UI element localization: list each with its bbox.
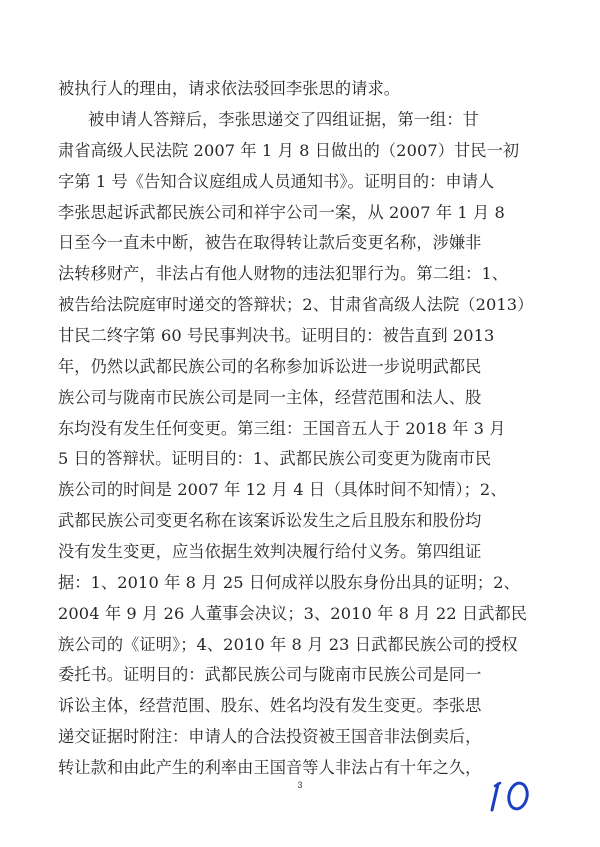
text-line: 递交证据时附注：申请人的合法投资被王国音非法倒卖后， <box>58 727 482 747</box>
text-line: 被申请人答辩后，李张思递交了四组证据，第一组：甘 <box>88 109 479 129</box>
page-number: 3 <box>297 780 303 790</box>
text-line: 诉讼主体，经营范围、股东、姓名均没有发生变更。李张思 <box>58 696 482 716</box>
text-line: 肃省高级人民法院 2007 年 1 月 8 日做出的（2007）甘民一初 <box>58 140 520 160</box>
text-line: 5 日的答辩状。证明目的：1、武都民族公司变更为陇南市民 <box>58 449 492 469</box>
text-line: 族公司的《证明》；4、2010 年 8 月 23 日武都民族公司的授权 <box>58 634 518 654</box>
text-line: 李张思起诉武都民族公司和祥宇公司一案，从 2007 年 1 月 8 <box>58 202 505 222</box>
text-line: 甘民二终字第 60 号民事判决书。证明目的：被告直到 2013 <box>58 325 495 345</box>
text-line: 转让款和由此产生的利率由王国音等人非法占有十年之久， <box>58 758 482 777</box>
text-line: 族公司的时间是 2007 年 12 月 4 日（具体时间不知情）；2、 <box>58 480 507 500</box>
text-line: 被执行人的理由，请求依法驳回李张思的请求。 <box>58 79 401 98</box>
text-line: 武都民族公司变更名称在该案诉讼发生之后且股东和股份均 <box>58 511 482 531</box>
text-line: 据：1、2010 年 8 月 25 日何成祥以股东身份出具的证明；2、 <box>58 572 520 592</box>
text-line: 日至今一直未中断，被告在取得转让款后变更名称，涉嫌非 <box>58 233 482 253</box>
text-line: 没有发生变更，应当依据生效判决履行给付义务。第四组证 <box>58 542 482 561</box>
text-line: 法转移财产，非法占有他人财物的违法犯罪行为。第二组：1、 <box>58 264 509 284</box>
text-line: 2004 年 9 月 26 人董事会决议；3、2010 年 8 月 22 日武都民 <box>58 603 528 623</box>
text-line: 族公司与陇南市民族公司是同一主体，经营范围和法人、股 <box>58 387 482 407</box>
text-line: 字第 1 号《告知合议庭组成人员通知书》。证明目的：申请人 <box>58 171 495 191</box>
text-line: 委托书。证明目的：武都民族公司与陇南市民族公司是同一 <box>58 665 482 685</box>
text-line: 被告给法院庭审时递交的答辩状；2、甘肃省高级人法院（2013） <box>58 295 534 314</box>
text-line: 东均没有发生任何变更。第三组：王国音五人于 2018 年 3 月 <box>58 418 506 438</box>
handwritten-page-mark <box>486 776 546 816</box>
text-line: 年，仍然以武都民族公司的名称参加诉讼进一步说明武都民 <box>58 356 482 376</box>
